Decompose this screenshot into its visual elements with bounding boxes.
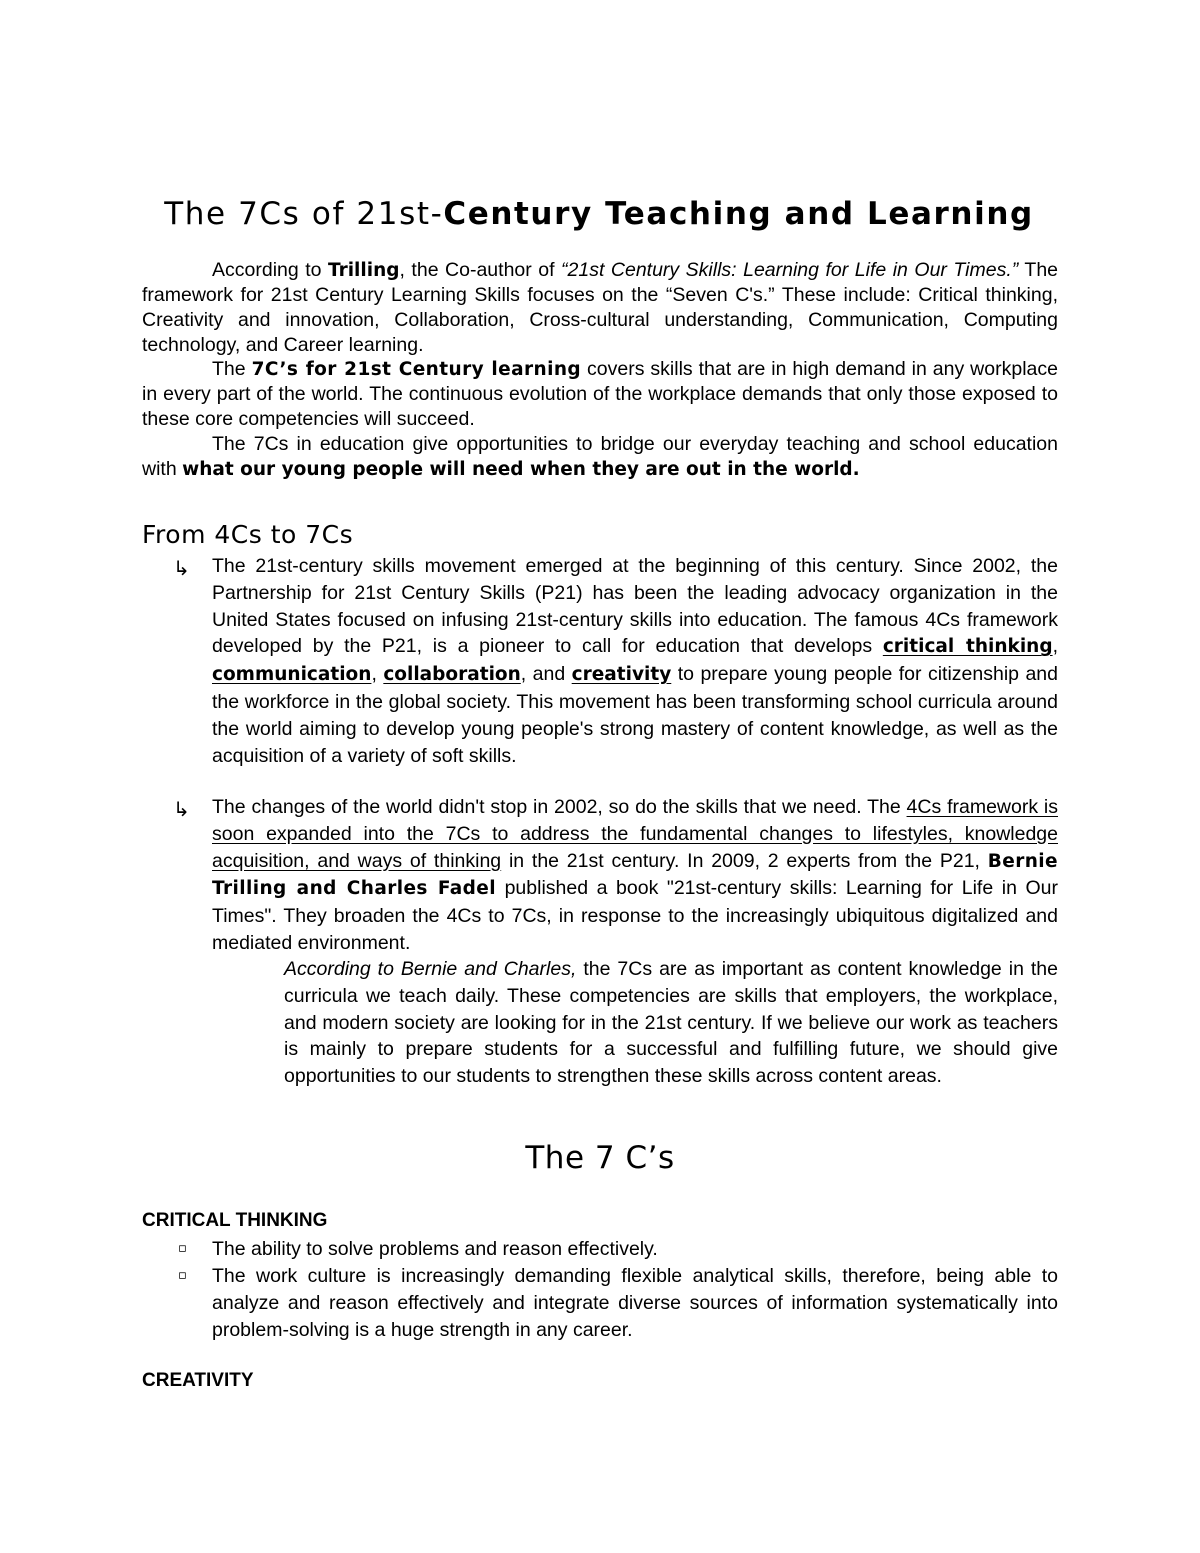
keyword-creativity: creativity xyxy=(571,664,672,686)
text-run: the 7Cs are as important as content knowledge in the curricula we teach daily. These competencies are skills that employers, the workplace, and modern society are looking for in the 21st century. If we believe our work as teachers is mainly to prepare students for a successful and fulfilling future, we should give opportunities to our students to strengthen these skills across content areas. xyxy=(284,958,1058,1088)
text-run: The 7Cs in education give opportunities to bridge our everyday teaching and school education with xyxy=(142,433,1058,480)
text-run: , the Co-author of xyxy=(399,259,562,281)
quote-attribution: According to Bernie and Charles, xyxy=(284,958,577,980)
text-run: to prepare young people for citizenship and the workforce in the global society. This movement has been transforming school curricula around the world aiming to develop young people's strong mastery of content knowledge, as well as the acquisition of a variety of soft skills. xyxy=(212,663,1058,767)
underlined-phrase: 4Cs framework is soon expanded into the 7Cs to address the fundamental changes to lifestyles, knowledge acquisition, and ways of thinking xyxy=(212,796,1058,872)
bold-phrase: what our young people will need when they are out in the world. xyxy=(182,459,860,480)
arrow-bullet-icon: ↳ xyxy=(173,797,190,821)
text-run: , xyxy=(1052,635,1059,658)
bold-phrase: 7C’s for 21st Century learning xyxy=(251,359,582,380)
quote-paragraph xyxy=(284,956,1058,1090)
authors-names: Bernie Trilling and Charles Fadel xyxy=(212,850,1058,900)
text-run: , xyxy=(371,663,384,686)
text-run: The xyxy=(212,358,252,380)
bullet-paragraph-1 xyxy=(212,553,1058,769)
page-title xyxy=(140,192,1058,236)
text-run: The framework for 21st Century Learning Skills focuses on the “Seven C's.” These include: Critical thinking, Creativity and innovation, Collaboration, Cross-cultural understanding, Communication, Computing technology, and Career learning. xyxy=(142,259,1059,356)
intro-paragraph-1 xyxy=(142,258,1058,358)
text-run: in the 21st century. In 2009, 2 experts from the P21, xyxy=(501,849,988,872)
author-name-trilling: Trilling xyxy=(328,260,400,281)
title-light: The 7Cs of 21st- xyxy=(164,196,444,232)
text-run: covers skills that are in high demand in any workplace in every part of the world. The continuous evolution of the workplace demands that only those exposed to these core competencies will succeed. xyxy=(142,358,1058,430)
square-bullet-icon: ▫ xyxy=(178,1268,187,1283)
text-run: , and xyxy=(520,663,572,686)
keyword-collaboration: collaboration xyxy=(383,664,521,686)
text-run: published a book "21st-century skills: Learning for Life in Our Times". They broaden the 4Cs to 7Cs, in response to the increasingly ubiquitous digitalized and mediated environment. xyxy=(212,877,1059,954)
keyword-communication: communication xyxy=(212,664,372,686)
text-run: The 21st-century skills movement emerged at the beginning of this century. Since 2002, the Partnership for 21st Century Skills (P21) has been the leading advocacy organization in the United States focused on infusing 21st-century skills into education. The famous 4Cs framework developed by the P21, is a pioneer to call for education that develops xyxy=(212,555,1058,658)
intro-paragraph-3 xyxy=(142,432,1058,482)
subheading-creativity: CREATIVITY xyxy=(142,1370,254,1391)
text-run: The changes of the world didn't stop in 2002, so do the skills that we need. The xyxy=(212,796,907,818)
bullet-paragraph-2 xyxy=(212,794,1058,957)
text-run: According to xyxy=(212,259,328,281)
critical-thinking-item-1: The ability to solve problems and reason effectively. xyxy=(212,1238,658,1260)
intro-paragraph-2 xyxy=(142,357,1058,432)
section-heading-4cs-to-7cs: From 4Cs to 7Cs xyxy=(142,520,354,549)
book-title: “21st Century Skills: Learning for Life in Our Times.” xyxy=(561,259,1019,281)
critical-thinking-item-2: The work culture is increasingly demanding flexible analytical skills, therefore, being able to analyze and reason effectively and integrate diverse sources of information systematically into problem-solving is a huge strength in any career. xyxy=(212,1265,1058,1341)
section-heading-7cs: The 7 C’s xyxy=(525,1140,675,1176)
subheading-critical-thinking: CRITICAL THINKING xyxy=(142,1210,328,1231)
title-bold: Century Teaching and Learning xyxy=(443,196,1034,232)
arrow-bullet-icon: ↳ xyxy=(173,556,190,580)
keyword-critical-thinking: critical thinking xyxy=(882,636,1053,658)
square-bullet-icon: ▫ xyxy=(178,1241,187,1256)
